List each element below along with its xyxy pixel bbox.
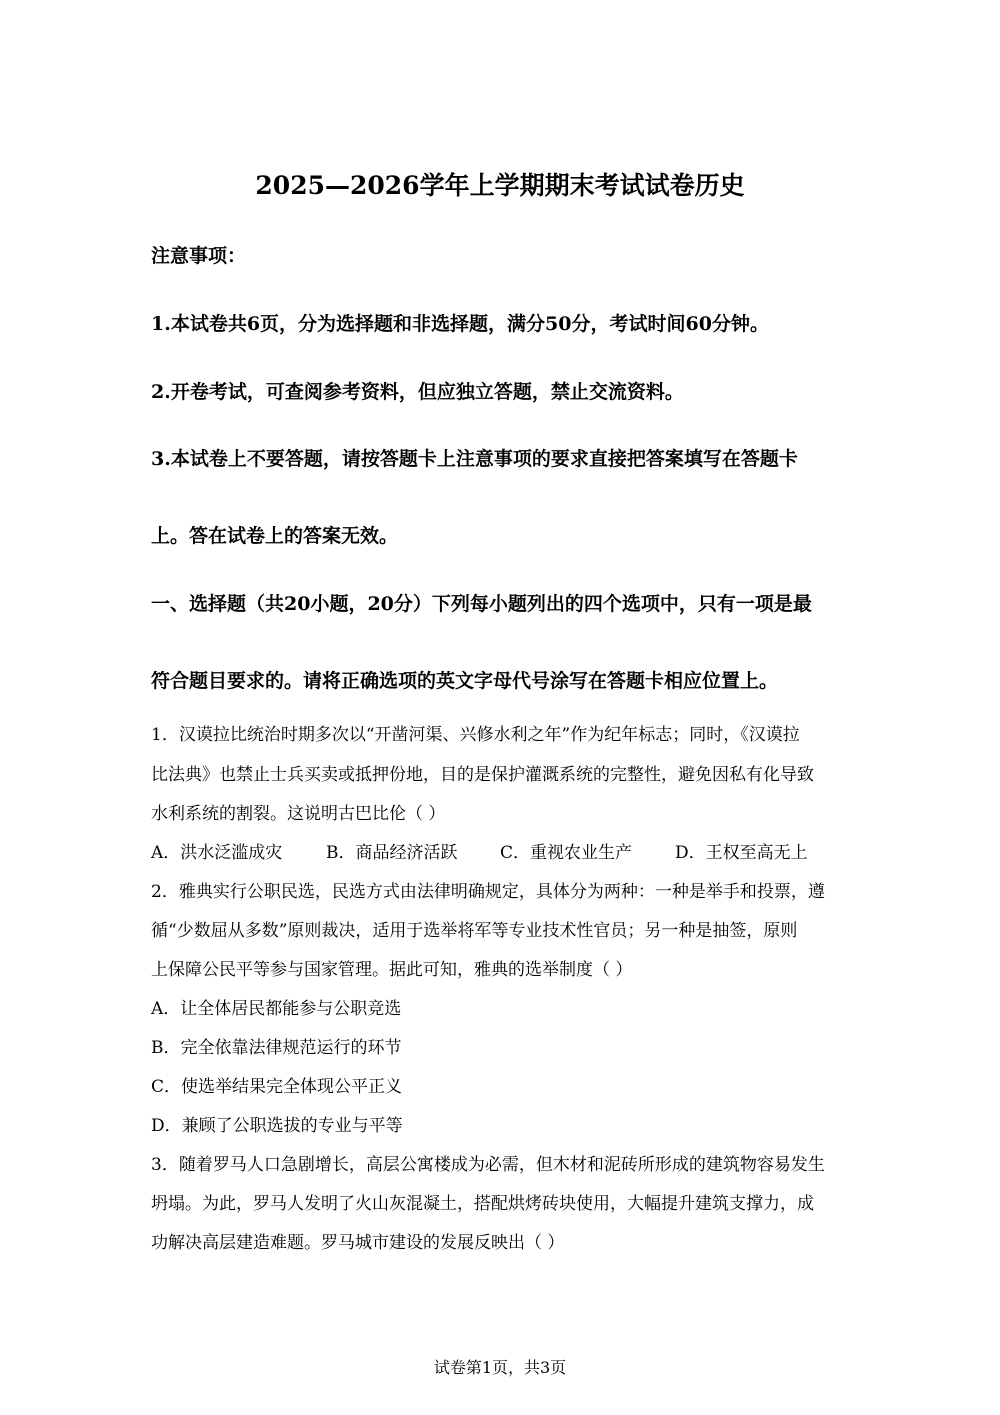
question-1-option-a: A．洪水泛滥成灾 (151, 843, 283, 863)
notice-item-1: 1.本试卷共6页，分为选择题和非选择题，满分50分，考试时间60分钟。 (151, 313, 769, 335)
question-2-line-1: 2．雅典实行公职民选，民选方式由法律明确规定，具体分为两种：一种是举手和投票，遵 (151, 882, 825, 902)
question-1-line-2: 比法典》也禁止士兵买卖或抵押份地，目的是保护灌溉系统的完整性，避免因私有化导致 (151, 765, 814, 785)
question-2-option-b: B．完全依靠法律规范运行的环节 (151, 1038, 402, 1058)
notice-item-2: 2.开卷考试，可查阅参考资料，但应独立答题，禁止交流资料。 (151, 381, 684, 403)
question-2-option-a: A．让全体居民都能参与公职竞选 (151, 999, 402, 1019)
question-1-option-b: B．商品经济活跃 (326, 843, 458, 863)
question-1-line-3: 水利系统的割裂。这说明古巴比伦（ ） (151, 804, 446, 824)
question-2-line-2: 循“少数屈从多数”原则裁决，适用于选举将军等专业技术性官员；另一种是抽签，原则 (151, 921, 798, 941)
question-1-line-1: 1．汉谟拉比统治时期多次以“开凿河渠、兴修水利之年”作为纪年标志；同时，《汉谟拉 (151, 725, 800, 745)
question-1-option-d: D．王权至高无上 (675, 843, 808, 863)
question-3-line-3: 功解决高层建造难题。罗马城市建设的发展反映出（ ） (151, 1233, 565, 1253)
question-2-line-3: 上保障公民平等参与国家管理。据此可知，雅典的选举制度（ ） (151, 960, 633, 980)
page-footer: 试卷第1页，共3页 (433, 1358, 567, 1377)
question-3-line-1: 3．随着罗马人口急剧增长，高层公寓楼成为必需，但木材和泥砖所形成的建筑物容易发生 (151, 1155, 825, 1175)
section-1-heading-line-1: 一、选择题（共20小题，20分）下列每小题列出的四个选项中，只有一项是最 (151, 593, 812, 615)
notice-item-3-line-1: 3.本试卷上不要答题，请按答题卡上注意事项的要求直接把答案填写在答题卡 (151, 448, 798, 470)
question-2-option-d: D．兼顾了公职选拔的专业与平等 (151, 1116, 403, 1136)
exam-title: 2025—2026学年上学期期末考试试卷历史 (255, 171, 745, 200)
question-1-option-c: C．重视农业生产 (500, 843, 633, 863)
notice-heading: 注意事项： (151, 245, 247, 267)
question-3-line-2: 坍塌。为此，罗马人发明了火山灰混凝土，搭配烘烤砖块使用，大幅提升建筑支撑力，成 (151, 1194, 814, 1214)
question-2-option-c: C．使选举结果完全体现公平正义 (151, 1077, 403, 1097)
section-1-heading-line-2: 符合题目要求的。请将正确选项的英文字母代号涂写在答题卡相应位置上。 (151, 670, 779, 692)
notice-item-3-line-2: 上。答在试卷上的答案无效。 (151, 525, 399, 547)
